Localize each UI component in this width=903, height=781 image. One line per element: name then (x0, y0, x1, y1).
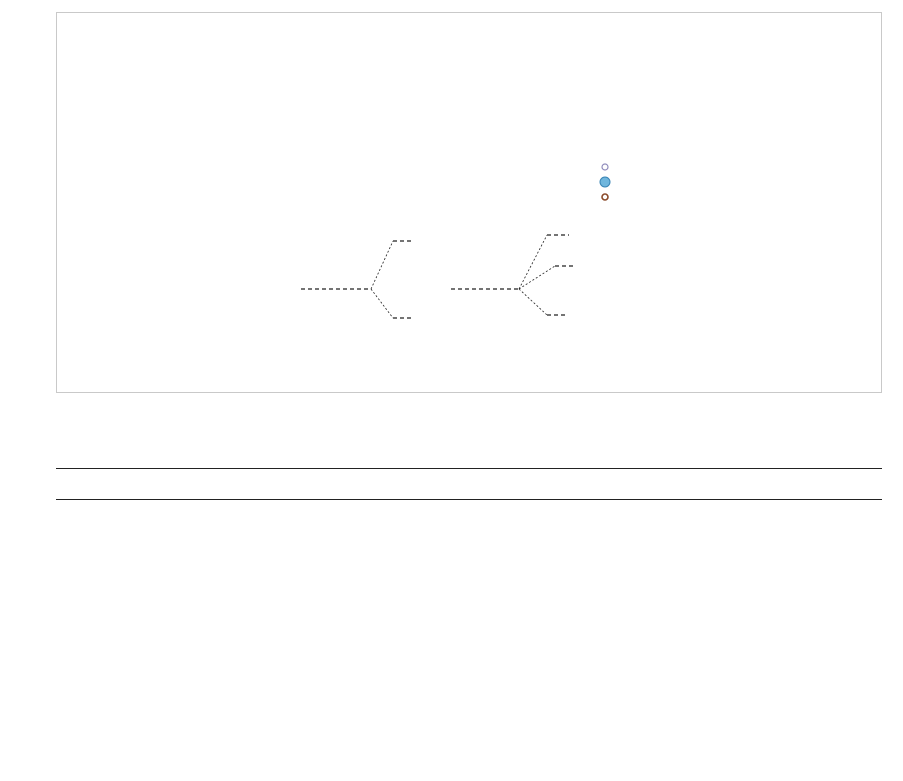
header-d-ti-t (508, 469, 650, 500)
d-orbital-splitting-diagram (301, 235, 573, 318)
legend-t-symbol (602, 164, 608, 170)
type-ii-connector-mid (519, 266, 555, 289)
header-terminal (56, 469, 150, 500)
legend-ti-symbol (600, 177, 610, 187)
header-type (150, 469, 253, 500)
legend-x-symbol (602, 194, 608, 200)
type-ii-connector-bottom (519, 289, 547, 315)
structure-illustration (57, 13, 881, 338)
figure-1 (56, 12, 882, 393)
lattice-properties-table (56, 468, 882, 500)
type-ii-connector-top (519, 235, 547, 289)
header-lattice-constant (253, 469, 366, 500)
header-d-ti-c (366, 469, 508, 500)
type-i-connector-down (371, 289, 393, 318)
table-header-row (56, 469, 882, 500)
header-cohesive-energy (732, 469, 882, 500)
atom-legend (600, 164, 610, 200)
type-i-connector-up (371, 241, 393, 289)
header-thickness (650, 469, 732, 500)
